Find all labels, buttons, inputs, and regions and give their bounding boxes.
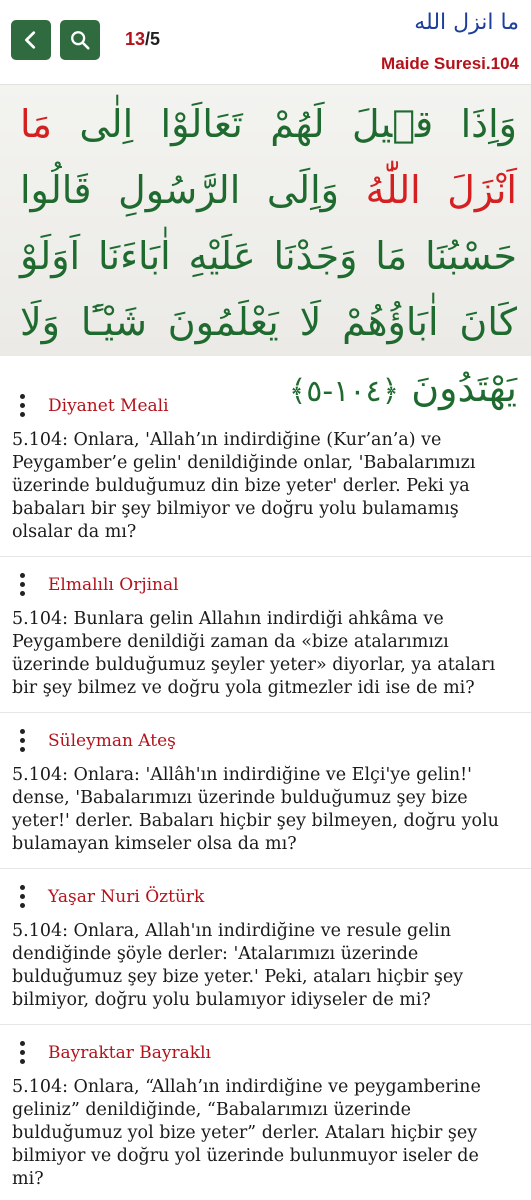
page-total: /5: [145, 29, 161, 49]
verse-text-start: وَاِذَا قٖيلَ لَهُمْ تَعَالَوْا اِلٰى: [51, 102, 517, 146]
more-vert-icon[interactable]: [20, 729, 26, 755]
translator-name: Süleyman Ateş: [48, 731, 176, 751]
verse-end-marker: ﴿١٠٤-٥﴾: [288, 374, 400, 409]
translation-text: 5.104: Bunlara gelin Allahın indirdiği ahkâma ve Peygambere denildiği zaman da «bize atalarımızı üzerinde bulduğumuz şeyler yeter» diyorlar, ya ataları bir şey bilmez ve doğru yola gitmezler idi ise de mi?: [12, 609, 496, 698]
search-button[interactable]: [60, 20, 100, 60]
translation-text: 5.104: Onlara, “Allah’ın indirdiğine ve peygamberine geliniz” denildiğinde, “Babalarımızı üzerinde bulduğumuz yol bize yeter” derler. Ataları hiçbir şey bilmiyor ve doğru yol üzerinde bulunmuyor iseler de mi?: [12, 1077, 481, 1189]
page-current: 13: [125, 29, 146, 49]
translation-header: [10, 713, 511, 757]
arabic-verse: [20, 91, 517, 425]
translation-text: 5.104: Onlara, Allah'ın indirdiğine ve resule gelin dendiğinde şöyle derler: 'Atalarımızı üzerinde bulduğumuz şey bize yeter.' Peki, ataları hiçbir şey bilmiyor, doğru yolu bulamıyor idiyseler de mi?: [12, 921, 464, 1010]
translator-name: Elmalılı Orjinal: [48, 575, 179, 595]
more-vert-icon[interactable]: [20, 885, 26, 911]
translation-text: 5.104: Onlara: 'Allâh'ın indirdiğine ve Elçi'ye gelin!' dense, 'Babalarımızı üzerinde bulduğumuz şey bize yeter!' derler. Babaları hiçbir şey bilmeyen, doğru yolu bulamayan kimseler olsa da mı?: [12, 765, 499, 854]
more-vert-icon[interactable]: [20, 573, 26, 599]
translation-item[interactable]: [0, 869, 531, 1025]
translator-name: Yaşar Nuri Öztürk: [48, 887, 205, 907]
translation-text: 5.104: Onlara, 'Allah’ın indirdiğine (Kur’an’a) ve Peygamber’e gelin' denildiğinde onlar, 'Babalarımızı üzerinde bulduğumuz din bize yeter' derler. Peki ya babaları bir şey bilmiyor ve doğru yolu bulamamış olsalar da mı?: [12, 430, 476, 542]
chevron-left-icon: [20, 29, 42, 51]
translator-name: Diyanet Meali: [48, 396, 169, 416]
translation-header: [10, 869, 511, 913]
translation-item[interactable]: [0, 1025, 531, 1200]
translation-header: [10, 1025, 511, 1069]
translation-item[interactable]: [0, 557, 531, 713]
sura-reference: Maide Suresi.104: [381, 54, 519, 73]
more-vert-icon[interactable]: [20, 1041, 26, 1067]
top-bar: [0, 0, 531, 84]
verse-text-end: وَاِلَى الرَّسُولِ قَالُوا حَسْبُنَا مَا وَجَدْنَا عَلَيْهِ اٰبَاءَنَا اَوَلَوْ كَانَ اٰبَاؤُهُمْ لَا يَعْلَمُونَ شَيْـًٔا وَلَا يَهْتَدُونَ: [20, 168, 517, 410]
translator-name: Bayraktar Bayraklı: [48, 1043, 211, 1063]
arabic-title: ما انزل الله: [414, 10, 519, 35]
translation-item[interactable]: [0, 713, 531, 869]
translations-list: [0, 378, 531, 1200]
more-vert-icon[interactable]: [20, 394, 26, 420]
back-button[interactable]: [11, 20, 51, 60]
translation-item[interactable]: [0, 378, 531, 557]
translation-header: [10, 557, 511, 601]
verse-highlight: مَا اَنْزَلَ اللّٰهُ: [20, 102, 517, 212]
page-counter[interactable]: [125, 29, 160, 50]
translation-header: [10, 378, 511, 422]
search-icon: [69, 29, 91, 51]
